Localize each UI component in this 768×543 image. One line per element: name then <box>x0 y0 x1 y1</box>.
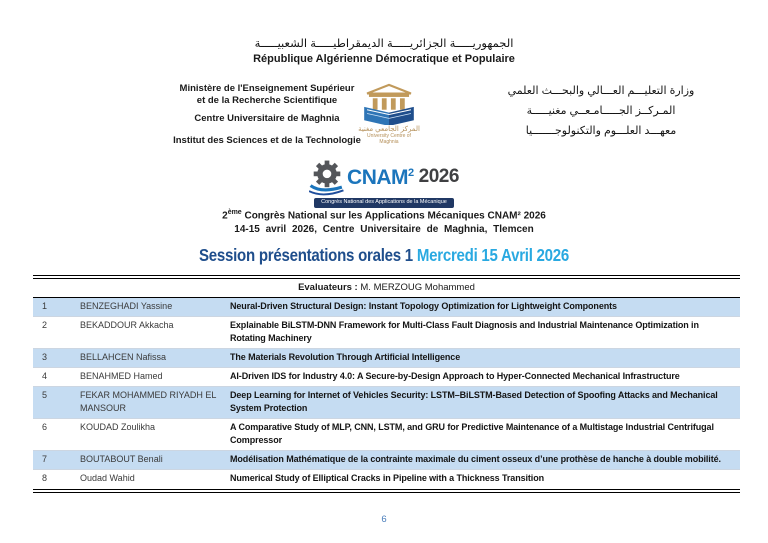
university-logo <box>357 83 421 145</box>
row-number: 6 <box>42 422 48 433</box>
table-row <box>33 451 740 470</box>
cnam-logo-banner: Congrès National des Applications de la Mécanique <box>314 198 454 208</box>
presenter-name: BELLAHCEN Nafissa <box>80 352 167 363</box>
presentation-title: Numerical Study of Elliptical Cracks in Pipeline with a Thickness Transition <box>230 473 544 484</box>
presenter-name: FEKAR MOHAMMED RIYADH EL MANSOUR <box>80 390 217 414</box>
ministry-line-2: et de la Recherche Scientifique <box>196 94 338 106</box>
table-row <box>33 317 740 349</box>
presenter-name: BENAHMED Hamed <box>80 371 163 382</box>
congress-title: 2ème Congrès National sur les Applications Mécaniques CNAM² 2026 <box>222 209 546 222</box>
presentation-title: The Materials Revolution Through Artificial Intelligence <box>230 352 461 363</box>
congress-title-ordinal: ème <box>227 209 242 216</box>
presentation-title: A Comparative Study of MLP, CNN, LSTM, and GRU for Predictive Maintenance of a Multistage Industrial Centrifugal Compressor <box>230 422 714 446</box>
row-number: 5 <box>42 390 48 401</box>
session-title <box>54 245 714 266</box>
session-title-date: Mercredi 15 Avril 2026 <box>416 245 570 265</box>
ministry-line-4: Institut des Sciences et de la Technologie <box>173 134 361 146</box>
presentation-title: AI-Driven IDS for Industry 4.0: A Secure-by-Design Approach to Hyper-Connected Mechanical Infrastructure <box>230 371 680 382</box>
evaluators-label: Evaluateurs : <box>298 282 358 293</box>
congress-title-text: Congrès National sur les Applications Mécaniques CNAM² 2026 <box>241 210 546 222</box>
row-number: 1 <box>42 301 48 311</box>
table-row <box>33 470 740 488</box>
cnam-logo-year: 2026 <box>418 166 459 187</box>
cnam-logo-acronym: CNAM$^2$ <box>347 165 414 189</box>
table-row <box>33 368 740 387</box>
ministry-line-1: Ministère de l'Enseignement Supérieur <box>179 83 355 94</box>
university-logo-english-name: University Centre of Maghnia <box>367 133 411 145</box>
arabic-republic-line: الجمهوريـــــة الجزائريـــــة الديمقراطيـــــة الشعبيـــــة <box>254 38 514 50</box>
row-number: 8 <box>42 473 48 484</box>
arabic-ministry-line-2: المـركــز الجـــــامـعــي مغنيـــــة <box>526 105 676 117</box>
university-logo-arabic-name: المركز الجامعي مغنية <box>358 126 420 133</box>
presentation-title: Neural-Driven Structural Design: Instant Topology Optimization for Lightweight Components <box>230 301 617 311</box>
republic-title: République Algérienne Démocratique et Populaire <box>253 53 515 65</box>
table-row <box>33 419 740 451</box>
presentation-title: Deep Learning for Internet of Vehicles Security: LSTM–BiLSTM-Based Detection of Spoofing Attacks and Mechanical System Protection <box>230 390 718 414</box>
cnam-logo-exponent: 2 <box>408 166 414 179</box>
congress-subtitle: 14-15 avril 2026, Centre Universitaire de Maghnia, Tlemcen <box>234 224 534 235</box>
table-row <box>33 349 740 368</box>
row-number: 7 <box>42 454 48 465</box>
row-number: 4 <box>42 371 48 382</box>
arabic-ministry-line-1: وزارة التعليـــم العـــالي والبحـــث العلمي <box>507 85 695 97</box>
university-building-book-icon <box>360 83 418 125</box>
row-number: 3 <box>42 352 48 363</box>
presentation-title: Explainable BiLSTM-DNN Framework for Multi-Class Fault Diagnosis and Industrial Maintenance Optimization in Rotating Machinery <box>230 320 699 344</box>
presenter-name: Oudad Wahid <box>80 473 135 484</box>
presenter-name: BOUTABOUT Benali <box>80 454 163 465</box>
page-number: 6 <box>381 514 387 525</box>
ministry-line-3: Centre Universitaire de Maghnia <box>194 112 340 124</box>
presentation-title: Modélisation Mathématique de la contrainte maximale du ciment osseux d’une prothèse de hanche à double mobilité. <box>230 454 721 465</box>
cnam-logo <box>0 157 768 208</box>
row-number: 2 <box>42 320 48 331</box>
evaluators-row <box>33 279 740 298</box>
presenter-name: KOUDAD Zoulikha <box>80 422 156 433</box>
arabic-ministry-line-3: معهـــد العلـــوم والتكنولوجـــــــيا <box>525 125 677 137</box>
presenter-name: BEKADDOUR Akkacha <box>80 320 174 331</box>
evaluators-name: M. MERZOUG Mohammed <box>357 282 475 293</box>
session-table-body <box>33 298 740 489</box>
presenter-name: BENZEGHADI Yassine <box>80 301 173 311</box>
session-title-name: Session présentations orales 1 <box>198 245 417 265</box>
table-row <box>33 387 740 419</box>
session-table <box>33 275 740 493</box>
arabic-ministry-block <box>452 84 750 144</box>
gear-icon <box>309 157 345 197</box>
table-row <box>33 298 740 317</box>
